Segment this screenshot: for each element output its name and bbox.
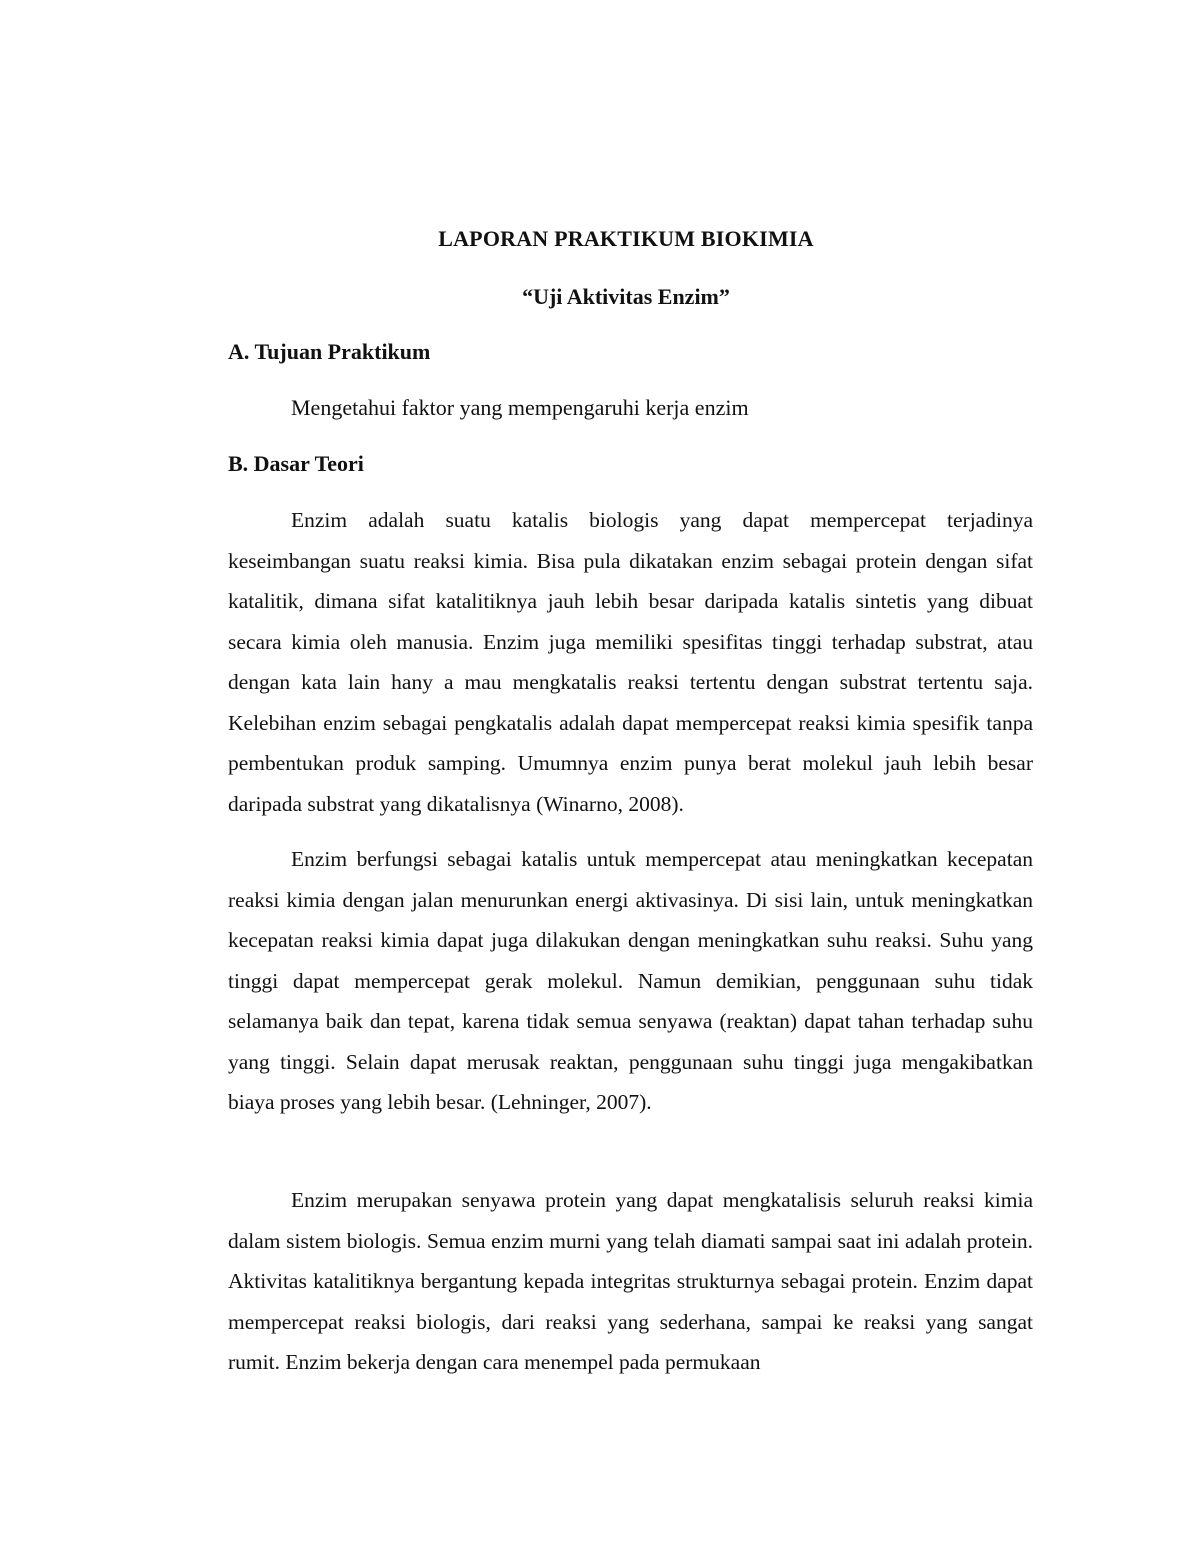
document-subtitle: “Uji Aktivitas Enzim”: [522, 284, 730, 309]
section-a-text: Mengetahui faktor yang mempengaruhi kerja enzim: [291, 395, 749, 420]
theory-paragraph-1: Enzim adalah suatu katalis biologis yang dapat mempercepat terjadinya keseimbangan suatu reaksi kimia. Bisa pula dikatakan enzim sebagai protein dengan sifat katalitik, dimana sifat katalitiknya jauh lebih besar daripada katalis sintetis yang dibuat secara kimia oleh manusia. Enzim juga memiliki spesifitas tinggi terhadap substrat, atau dengan kata lain hany a mau mengkatalis reaksi tertentu dengan substrat tertentu saja. Kelebihan enzim sebagai pengkatalis adalah dapat mempercepat reaksi kimia spesifik tanpa pembentukan produk samping. Umumnya enzim punya berat molekul jauh lebih besar daripada substrat yang dikatalisnya (Winarno, 2008).: [228, 508, 1033, 816]
theory-paragraph-3: Enzim merupakan senyawa protein yang dapat mengkatalisis seluruh reaksi kimia dalam sistem biologis. Semua enzim murni yang telah diamati sampai saat ini adalah protein. Aktivitas katalitiknya bergantung kepada integritas strukturnya sebagai protein. Enzim dapat mempercepat reaksi biologis, dari reaksi yang sederhana, sampai ke reaksi yang sangat rumit. Enzim bekerja dengan cara menempel pada permukaan: [228, 1188, 1033, 1374]
document-title: LAPORAN PRAKTIKUM BIOKIMIA: [438, 226, 814, 251]
section-a-heading: A. Tujuan Praktikum: [228, 339, 431, 364]
section-b-heading: B. Dasar Teori: [228, 451, 364, 476]
theory-paragraph-2: Enzim berfungsi sebagai katalis untuk mempercepat atau meningkatkan kecepatan reaksi kimia dengan jalan menurunkan energi aktivasinya. Di sisi lain, untuk meningkatkan kecepatan reaksi kimia dapat juga dilakukan dengan meningkatkan suhu reaksi. Suhu yang tinggi dapat mempercepat gerak molekul. Namun demikian, penggunaan suhu tidak selamanya baik dan tepat, karena tidak semua senyawa (reaktan) dapat tahan terhadap suhu yang tinggi. Selain dapat merusak reaktan, penggunaan suhu tinggi juga mengakibatkan biaya proses yang lebih besar. (Lehninger, 2007).: [228, 847, 1033, 1114]
